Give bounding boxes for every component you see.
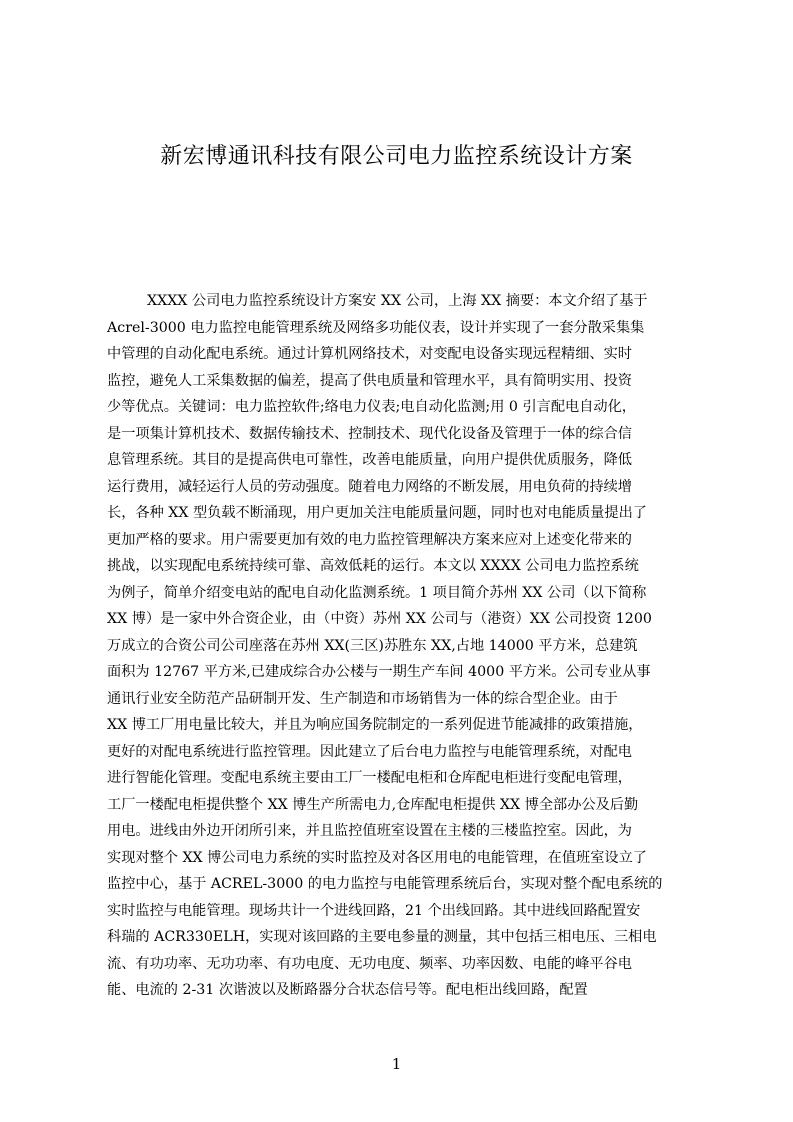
text-line: 监控中心，基于 ACREL-3000 的电力监控与电能管理系统后台，实现对整个配电系统的 [107, 876, 663, 892]
text-line: 科瑞的 ACR330ELH，实现对该回路的主要电参量的测量，其中包括三相电压、三相电 [107, 929, 657, 945]
text-line: 监控，避免人工采集数据的偏差，提高了供电质量和管理水平，具有简明实用、投资 [107, 372, 632, 389]
text-line: 少等优点。关键词：电力监控软件;络电力仪表;电自动化监测;用 0 引言配电自动化， [107, 399, 636, 415]
text-line: 息管理系统。其目的是提高供电可靠性，改善电能质量，向用户提供优质服务，降低 [107, 452, 632, 468]
text-line: 为例子，简单介绍变电站的配电自动化监测系统。1 项目简介苏州 XX 公司（以下简称 [107, 584, 647, 601]
text-line: 面积为 12767 平方米,已建成综合办公楼与一期生产车间 4000 平方米。公司专业从事 [107, 664, 651, 680]
text-line: 挑战，以实现配电系统持续可靠、高效低耗的运行。本文以 XXXX 公司电力监控系统 [107, 558, 639, 574]
text-line: XX 博）是一家中外合资企业，由（中资）苏州 XX 公司与（港资）XX 公司投资 1200 [107, 611, 652, 627]
text-line: 是一项集计算机技术、数据传输技术、控制技术、现代化设备及管理于一体的综合信 [107, 425, 632, 442]
document-title: 新宏博通讯科技有限公司电力监控系统设计方案 [160, 144, 633, 169]
body-paragraph [107, 288, 697, 1008]
text-line: 用电。进线由外边开闭所引来，并且监控值班室设置在主楼的三楼监控室。因此，为 [107, 823, 632, 839]
text-line: 流、有功功率、无功功率、有功电度、无功电度、频率、功率因数、电能的峰平谷电 [107, 955, 632, 972]
text-line: XX 博工厂用电量比较大，并且为响应国务院制定的一系列促进节能减排的政策措施， [107, 717, 643, 733]
text-line: 万成立的合资公司公司座落在苏州 XX(三区)苏胜东 XX,占地 14000 平方米，总建筑 [107, 637, 638, 654]
text-line: 运行费用，减轻运行人员的劳动强度。随着电力网络的不断发展，用电负荷的持续增 [107, 478, 632, 495]
text-line: 通讯行业安全防范产品研制开发、生产制造和市场销售为一体的综合型企业。由于 [107, 690, 618, 707]
text-line: 更加严格的要求。用户需要更加有效的电力监控管理解决方案来应对上述变化带来的 [107, 531, 632, 548]
text-line: XXXX 公司电力监控系统设计方案安 XX 公司，上海 XX 摘要：本文介绍了基于 [147, 293, 648, 309]
text-line: 实现对整个 XX 博公司电力系统的实时监控及对各区用电的电能管理，在值班室设立了 [107, 849, 647, 866]
page-number: 1 [391, 1055, 402, 1073]
text-line: 能、电流的 2-31 次谐波以及断路器分合状态信号等。配电柜出线回路，配置 [107, 982, 588, 998]
text-line: 进行智能化管理。变配电系统主要由工厂一楼配电柜和仓库配电柜进行变配电管理， [107, 770, 632, 786]
text-line: 更好的对配电系统进行监控管理。因此建立了后台电力监控与电能管理系统，对配电 [107, 743, 632, 760]
text-line: Acrel-3000 电力监控电能管理系统及网络多功能仪表，设计并实现了一套分散采集集 [107, 319, 645, 336]
text-line: 实时监控与电能管理。现场共计一个进线回路，21 个出线回路。其中进线回路配置安 [107, 902, 641, 919]
text-line: 工厂一楼配电柜提供整个 XX 博生产所需电力,仓库配电柜提供 XX 博全部办公及后勤 [107, 796, 639, 813]
text-line: 长，各种 XX 型负载不断涌现，用户更加关注电能质量问题，同时也对电能质量提出了 [107, 505, 647, 521]
text-line: 中管理的自动化配电系统。通过计算机网络技术，对变配电设备实现远程精细、实时 [107, 346, 632, 362]
